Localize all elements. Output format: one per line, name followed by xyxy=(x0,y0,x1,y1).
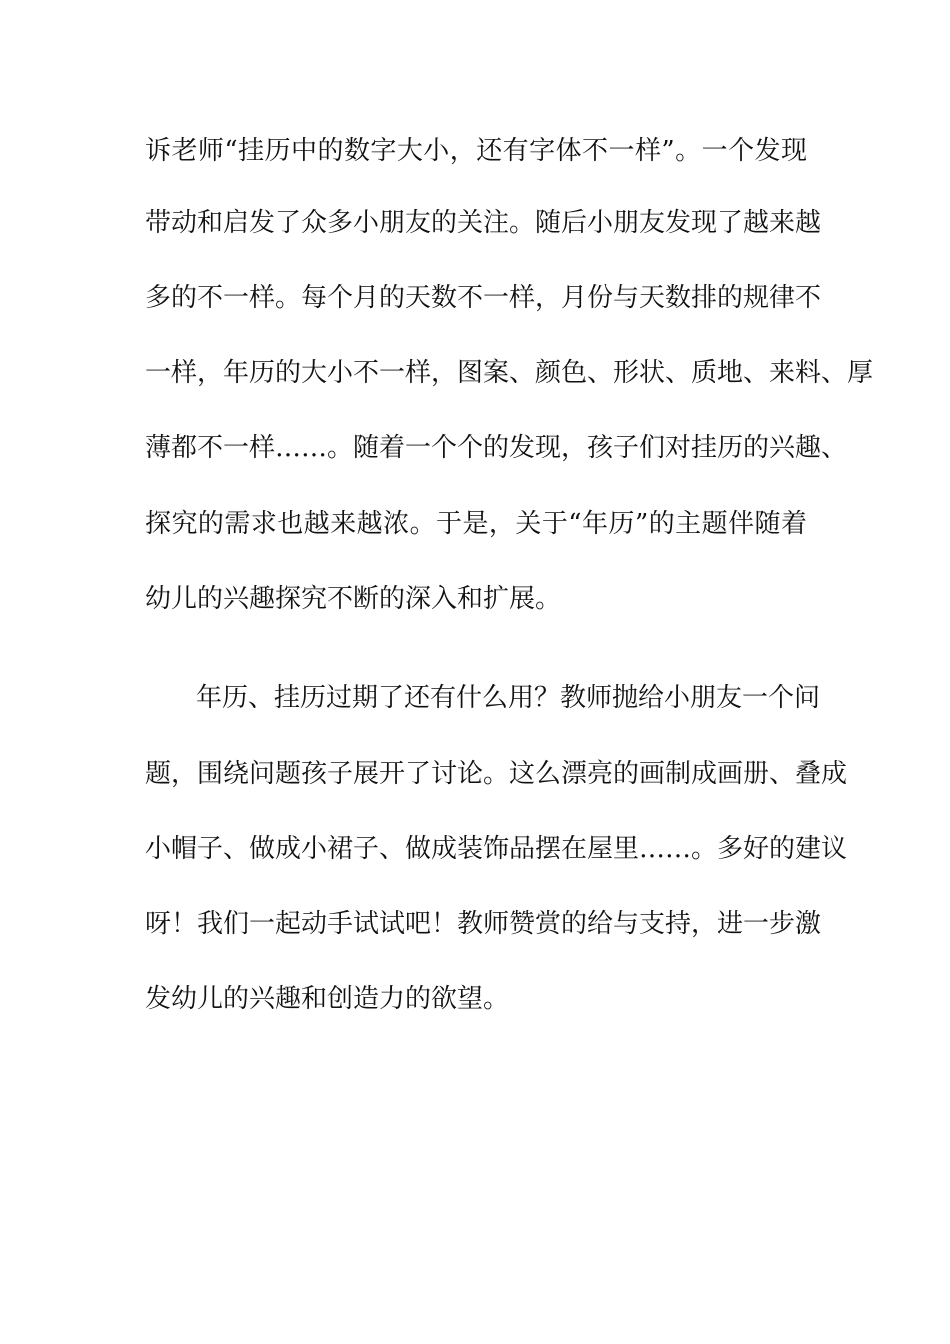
text-line: 探究的需求也越来越浓。于是，关于“年历”的主题伴随着 xyxy=(145,509,807,539)
text-line: 发幼儿的兴趣和创造力的欲望。 xyxy=(145,984,510,1014)
text-line: 薄都不一样……。随着一个个的发现，孩子们对挂历的兴趣、 xyxy=(145,433,848,463)
text-line: 幼儿的兴趣探究不断的深入和扩展。 xyxy=(145,584,562,614)
text-line: 年历、挂历过期了还有什么用？教师抛给小朋友一个问 xyxy=(196,683,821,713)
text-line: 多的不一样。每个月的天数不一样，月份与天数排的规律不 xyxy=(145,283,822,313)
text-line: 诉老师“挂历中的数字大小，还有字体不一样”。一个发现 xyxy=(145,136,807,166)
text-line: 题，围绕问题孩子展开了讨论。这么漂亮的画制成画册、叠成 xyxy=(145,759,848,789)
text-line: 呀！我们一起动手试试吧！教师赞赏的给与支持，进一步激 xyxy=(145,909,822,939)
text-line: 一样，年历的大小不一样，图案、颜色、形状、质地、来料、厚 xyxy=(145,358,874,388)
text-line: 小帽子、做成小裙子、做成装饰品摆在屋里……。多好的建议 xyxy=(145,834,848,864)
text-line: 带动和启发了众多小朋友的关注。随后小朋友发现了越来越 xyxy=(145,208,822,238)
